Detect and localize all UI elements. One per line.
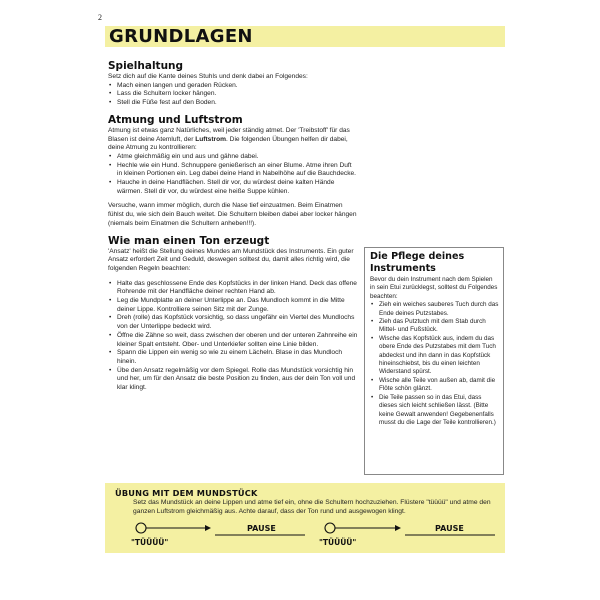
pflege-list [370, 301, 499, 427]
list-item: • Halte das geschlossene Ende des Kopfstücks in der linken Hand. Deck das offene Rohrende mit der Handfläche deiner rechten Hand ab. [108, 280, 358, 297]
list-item: • Spann die Lippen ein wenig so wie zu einem Lächeln. Blase in das Mundloch hinein. [108, 349, 358, 366]
list-item: • Stell die Füße fest auf den Boden. [108, 99, 358, 108]
care-sidebar [364, 247, 504, 475]
exercise-heading: ÜBUNG MIT DEM MUNDSTÜCK [115, 488, 258, 498]
atmung-outro: Versuche, wann immer möglich, durch die Nase tief einzuatmen. Beim Einatmen fühlst du, wie sich dein Bauch weitet. Die Schultern bleiben dabei aber locker hängen (niemals beim Einatmen die Schultern anheben!!!). [108, 202, 357, 227]
pflege-heading: Die Pflege deines Instruments [370, 251, 465, 274]
atmung-intro-bold: Luftstrom [195, 135, 227, 143]
list-item: • Hauche in deine Handflächen. Stell dir vor, du würdest deine kalten Hände wärmen. Stell dir vor, du würdest eine heiße Suppe kühlen. [108, 179, 358, 196]
pause-label-1: PAUSE [247, 524, 276, 533]
syllable-label-1: "TÜÜÜÜ" [131, 538, 169, 547]
pause-label-2: PAUSE [435, 524, 464, 533]
main-column [108, 58, 358, 393]
title-banner [105, 26, 505, 47]
note-arrow-2 [325, 523, 401, 533]
ton-heading: Wie man einen Ton erzeugt [108, 234, 270, 247]
list-item: • Zieh das Putztuch mit dem Stab durch Mittel- und Fußstück. [370, 318, 499, 335]
atmung-heading: Atmung und Luftstrom [108, 113, 243, 126]
pflege-intro: Bevor du dein Instrument nach dem Spielen in sein Etui zurücklegst, solltest du Folgendes beachten: [370, 276, 498, 300]
list-item: • Atme gleichmäßig ein und aus und gähne dabei. [108, 153, 358, 162]
list-item: • Dreh (rolle) das Kopfstück vorsichtig, so dass ungefähr ein Viertel des Mundlochs von der Unterlippe bedeckt wird. [108, 314, 358, 331]
list-item: • Wische alle Teile von außen ab, damit die Flöte schön glänzt. [370, 377, 499, 394]
arrow-head-icon [205, 525, 211, 531]
list-item: • Öffne die Zähne so weit, dass zwischen der oberen und der unteren Zahnreihe ein kleiner Spalt entsteht. Ober- und Unterkiefer sollten eine Linie bilden. [108, 332, 358, 349]
list-item: • Übe den Ansatz regelmäßig vor dem Spiegel. Rolle das Mundstück vorsichtig hin und her, um für den Ansatz die beste Position zu finden, aus der dein Ton voll und klar klingt. [108, 367, 358, 393]
atmung-intro-text-end: . Die folgenden Übungen helfen dir dabei, deine Atmung zu kontrollieren: [108, 135, 348, 152]
note-head-icon [325, 523, 335, 533]
list-item: • Leg die Mundplatte an deiner Unterlippe an. Das Mundloch kommt in die Mitte deiner Lippe. Kontrolliere seinen Sitz mit der Zunge. [108, 297, 358, 314]
list-item: • Hechle wie ein Hund. Schnuppere genießerisch an einer Blume. Atme ihren Duft in kleinen Portionen ein. Leg dabei deine Hand in Nabelhöhe auf die Bauchdecke. [108, 162, 358, 179]
note-head-icon [136, 523, 146, 533]
spielhaltung-list [108, 82, 358, 108]
spielhaltung-heading: Spielhaltung [108, 60, 184, 72]
page-title: GRUNDLAGEN [109, 26, 253, 47]
exercise-text: Setz das Mundstück an deine Lippen und atme tief ein, ohne die Schultern hochzuziehen. Flüstere "tüüüü" und atme den ganzen Luftstrom gleichmäßig aus. Achte darauf, dass der Ton rund und ausgewogen klingt. [133, 499, 491, 515]
note-arrow-1 [136, 523, 211, 533]
section-atmung [108, 114, 358, 229]
ton-intro: 'Ansatz' heißt die Stellung deines Mundes am Mundstück des Instruments. Ein guter Ansatz erfordert Zeit und Geduld, deswegen solltest du, damit alles richtig wird, die folgenden Regeln beachten: [108, 247, 354, 272]
list-item: • Zieh ein weiches sauberes Tuch durch das Ende deines Putzstabes. [370, 301, 499, 318]
list-item: • Die Teile passen so in das Etui, dass dieses sich leicht schließen lässt. (Bitte keine Gewalt anwenden! Gegebenenfalls musst du die Lage der Teile kontrollieren.) [370, 394, 499, 428]
page-number: 2 [98, 13, 102, 22]
list-item: • Wische das Kopfstück aus, indem du das obere Ende des Putzstabes mit dem Tuch abdeckst und ihn dann in das Kopfstück hineinschiebst, bis du einen leichten Widerstand spürst. [370, 335, 499, 377]
atmung-list [108, 153, 358, 197]
syllable-label-2: "TÜÜÜÜ" [319, 538, 357, 547]
section-spielhaltung [108, 60, 358, 108]
ton-list [108, 280, 358, 393]
section-ton [108, 235, 358, 393]
spielhaltung-intro: Setz dich auf die Kante deines Stuhls und denk dabei an Folgendes: [108, 73, 308, 80]
exercise-box [105, 483, 505, 553]
atmung-intro-text: Atmung ist etwas ganz Natürliches, weil jeder ständig atmet. Der 'Treibstoff' für das Blasen ist deine Atemluft, der [108, 126, 350, 143]
atmung-intro [108, 127, 358, 153]
list-item: • Lass die Schultern locker hängen. [108, 90, 358, 99]
list-item: • Mach einen langen und geraden Rücken. [108, 82, 358, 91]
arrow-head-icon [395, 525, 401, 531]
